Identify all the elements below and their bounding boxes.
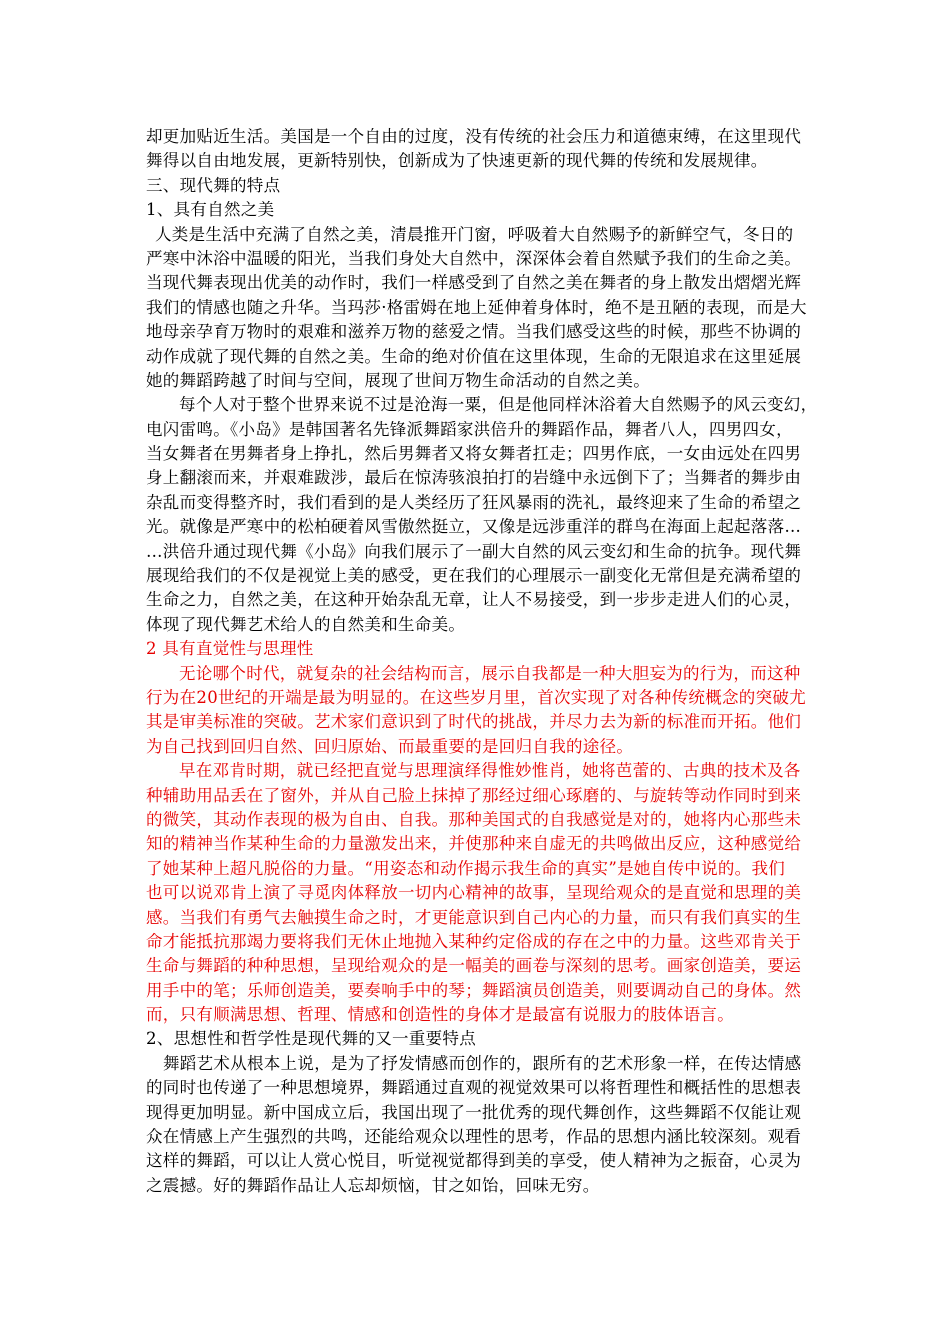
text-line: 当现代舞表现出优美的动作时，我们一样感受到了自然之美在舞者的身上散发出熠熠光辉	[146, 273, 802, 293]
paragraph	[146, 662, 811, 760]
text-line: 严寒中沐浴中温暖的阳光，当我们身处大自然中，深深体会着自然赋予我们的生命之美。	[146, 248, 802, 268]
text-line: 地母亲孕育万物时的艰难和滋养万物的慈爱之情。当我们感受这些的时候，那些不协调的	[146, 322, 802, 342]
paragraph	[146, 759, 811, 1027]
text-line: 知的精神当作某种生命的力量激发出来，并使那种来自虚无的共鸣做出反应，这种感觉给	[146, 834, 802, 854]
text-line: 这样的舞蹈，可以让人赏心悦目，听觉视觉都得到美的享受，使人精神为之振奋，心灵为	[146, 1151, 802, 1171]
text-line: 生命与舞蹈的种种思想，呈现给观众的是一幅美的画卷与深刻的思考。画家创造美，要运	[146, 956, 802, 976]
text-line: 体现了现代舞艺术给人的自然美和生命美。	[146, 614, 466, 634]
text-line: 电闪雷鸣。《小岛》是韩国著名先锋派舞蹈家洪倍升的舞蹈作品，舞者八人，四男四女，	[146, 419, 793, 439]
text-line: 光。就像是严寒中的松柏硬着风雪傲然挺立，又像是远涉重洋的群鸟在海面上起起落落…	[146, 517, 802, 537]
text-line: 而，只有顺满思想、哲理、情感和创造性的身体才是最富有说服力的肢体语言。	[146, 1005, 734, 1025]
text-line: 她的舞蹈跨越了时间与空间，展现了世间万物生命活动的自然之美。	[146, 370, 650, 390]
text-line: 的微笑，其动作表现的极为自由、自我。那种美国式的自我感觉是对的，她将内心那些未	[146, 809, 802, 829]
paragraph	[146, 223, 811, 394]
text-line: 用手中的笔；乐师创造美，要奏响手中的琴；舞蹈演员创造美，则要调动自己的身体。然	[146, 980, 802, 1000]
paragraph	[146, 1052, 811, 1198]
paragraph	[146, 125, 811, 174]
text-line: 感。当我们有勇气去触摸生命之时，才更能意识到自己内心的力量，而只有我们真实的生	[146, 907, 802, 927]
text-line: 行为在20世纪的开端是最为明显的。在这些岁月里，首次实现了对各种传统概念的突破尤	[146, 687, 806, 707]
text-line: 也可以说邓肯上演了寻觅肉体释放一切内心精神的故事，呈现给观众的是直觉和思理的美	[146, 883, 802, 903]
document-page	[146, 125, 818, 1198]
subsection-heading: 1、具有自然之美	[146, 200, 275, 220]
text-line: 的同时也传递了一种思想境界，舞蹈通过直观的视觉效果可以将哲理性和概括性的思想表	[146, 1078, 802, 1098]
text-line: 舞得以自由地发展，更新特别快，创新成为了快速更新的现代舞的传统和发展规律。	[146, 151, 768, 171]
text-line: 杂乱而变得整齐时，我们看到的是人类经历了狂风暴雨的洗礼，最终迎来了生命的希望之	[146, 492, 802, 512]
subsection-heading: 2、思想性和哲学性是现代舞的又一重要特点	[146, 1029, 476, 1049]
section-heading: 三、现代舞的特点	[146, 175, 281, 195]
text-line: 身上翻滚而来，并艰难跋涉，最后在惊涛骇浪拍打的岩缝中永远倒下了；当舞者的舞步由	[146, 468, 802, 488]
text-line: 现得更加明显。新中国成立后，我国出现了一批优秀的现代舞创作，这些舞蹈不仅能让观	[146, 1102, 802, 1122]
text-line: …洪倍升通过现代舞《小岛》向我们展示了一副大自然的风云变幻和生命的抗争。现代舞	[146, 541, 802, 561]
text-line: 众在情感上产生强烈的共鸣，还能给观众以理性的思考，作品的思想内涵比较深刻。观看	[146, 1127, 802, 1147]
text-line: 种辅助用品丢在了窗外，并从自己脸上抹掉了那经过细心琢磨的、与旋转等动作同时到来	[146, 785, 802, 805]
text-line: 当女舞者在男舞者身上挣扎，然后男舞者又将女舞者扛走；四男作底，一女由远处在四男	[146, 444, 802, 464]
text-line: 为自己找到回归自然、回归原始、而最重要的是回归自我的途径。	[146, 736, 634, 756]
text-line: 了她某种上超凡脱俗的力量。“用姿态和动作揭示我生命的真实”是她自传中说的。我们	[146, 858, 786, 878]
text-line: 命才能抵抗那竭力要将我们无休止地抛入某种约定俗成的存在之中的力量。这些邓肯关于	[146, 931, 802, 951]
text-line: 每个人对于整个世界来说不过是沧海一粟，但是他同样沐浴着大自然赐予的风云变幻，	[179, 395, 818, 415]
text-line: 舞蹈艺术从根本上说，是为了抒发情感而创作的，跟所有的艺术形象一样，在传达情感	[163, 1053, 802, 1073]
text-line: 其是审美标准的突破。艺术家们意识到了时代的挑战，并尽力去为新的标准而开拓。他们	[146, 712, 802, 732]
text-line: 早在邓肯时期，就已经把直觉与思理演绎得惟妙惟肖，她将芭蕾的、古典的技术及各	[179, 761, 801, 781]
text-line: 无论哪个时代，就复杂的社会结构而言，展示自我都是一种大胆妄为的行为，而这种	[179, 663, 801, 683]
text-line: 我们的情感也随之升华。当玛莎·格雷姆在地上延伸着身体时，绝不是丑陋的表现，而是大	[146, 297, 807, 317]
text-line: 人类是生活中充满了自然之美，清晨推开门窗，呼吸着大自然赐予的新鲜空气，冬日的	[155, 224, 794, 244]
text-line: 之震撼。好的舞蹈作品让人忘却烦恼，甘之如饴，回味无穷。	[146, 1175, 600, 1195]
text-line: 却更加贴近生活。美国是一个自由的过度，没有传统的社会压力和道德束缚，在这里现代	[146, 127, 802, 146]
text-line: 展现给我们的不仅是视觉上美的感受，更在我们的心理展示一副变化无常但是充满希望的	[146, 566, 802, 586]
subsection-heading: 2 具有直觉性与思理性	[146, 639, 314, 659]
text-line: 动作成就了现代舞的自然之美。生命的绝对价值在这里体现，生命的无限追求在这里延展	[146, 346, 802, 366]
text-line: 生命之力，自然之美，在这种开始杂乱无章，让人不易接受，到一步步走进人们的心灵，	[146, 590, 802, 610]
paragraph	[146, 393, 818, 637]
